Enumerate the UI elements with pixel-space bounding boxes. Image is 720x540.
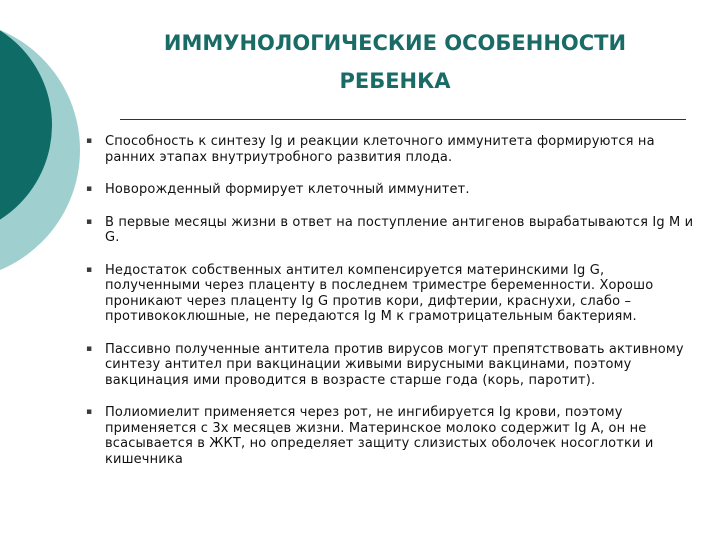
list-item-text: Способность к синтезу Ig и реакции клеточного иммунитета формируются на ранних этапах внутриутробного развития плода. xyxy=(105,134,655,165)
square-bullet-icon: ▪ xyxy=(86,216,93,227)
title-line-2: РЕБЕНКА xyxy=(339,69,451,93)
page-title xyxy=(100,24,690,100)
list-item-text: Недостаток собственных антител компенсируется материнскими Ig G, полученными через плаценту в последнем триместре беременности. Хорошо проникают через плаценту Ig G против кори, дифтерии, краснухи, слабо – противококлюшные, не передаются Ig M к грамотрицательным бактериям. xyxy=(105,262,654,324)
square-bullet-icon: ▪ xyxy=(86,264,93,275)
square-bullet-icon: ▪ xyxy=(86,184,93,194)
square-bullet-icon: ▪ xyxy=(86,407,93,417)
title-line-1: ИММУНОЛОГИЧЕСКИЕ ОСОБЕННОСТИ xyxy=(163,31,627,55)
title-divider xyxy=(120,119,686,120)
list-item xyxy=(86,263,696,325)
list-item xyxy=(86,405,696,467)
square-bullet-icon: ▪ xyxy=(86,136,93,146)
bullet-list xyxy=(86,134,696,484)
list-item xyxy=(86,342,696,389)
list-item-text: Новорожденный формирует клеточный иммунитет. xyxy=(105,182,470,197)
list-item-text: Полиомиелит применяется через рот, не ингибируется Ig крови, поэтому применяется с 3х месяцев жизни. Материнское молоко содержит Ig A, он не всасывается в ЖКТ, но определяет защиту слизистых оболочек носоглотки и кишечника xyxy=(105,405,654,467)
list-item xyxy=(86,134,696,165)
square-bullet-icon: ▪ xyxy=(86,343,93,354)
list-item-text: В первые месяцы жизни в ответ на поступление антигенов вырабатываются Ig M и G. xyxy=(105,214,694,245)
list-item xyxy=(86,182,696,198)
list-item-text: Пассивно полученные антитела против вирусов могут препятствовать активному синтезу антител при вакцинации живыми вирусными вакцинами, поэтому вакцинация ими проводится в возрасте старше года (корь, паротит). xyxy=(105,341,684,388)
list-item xyxy=(86,215,696,246)
